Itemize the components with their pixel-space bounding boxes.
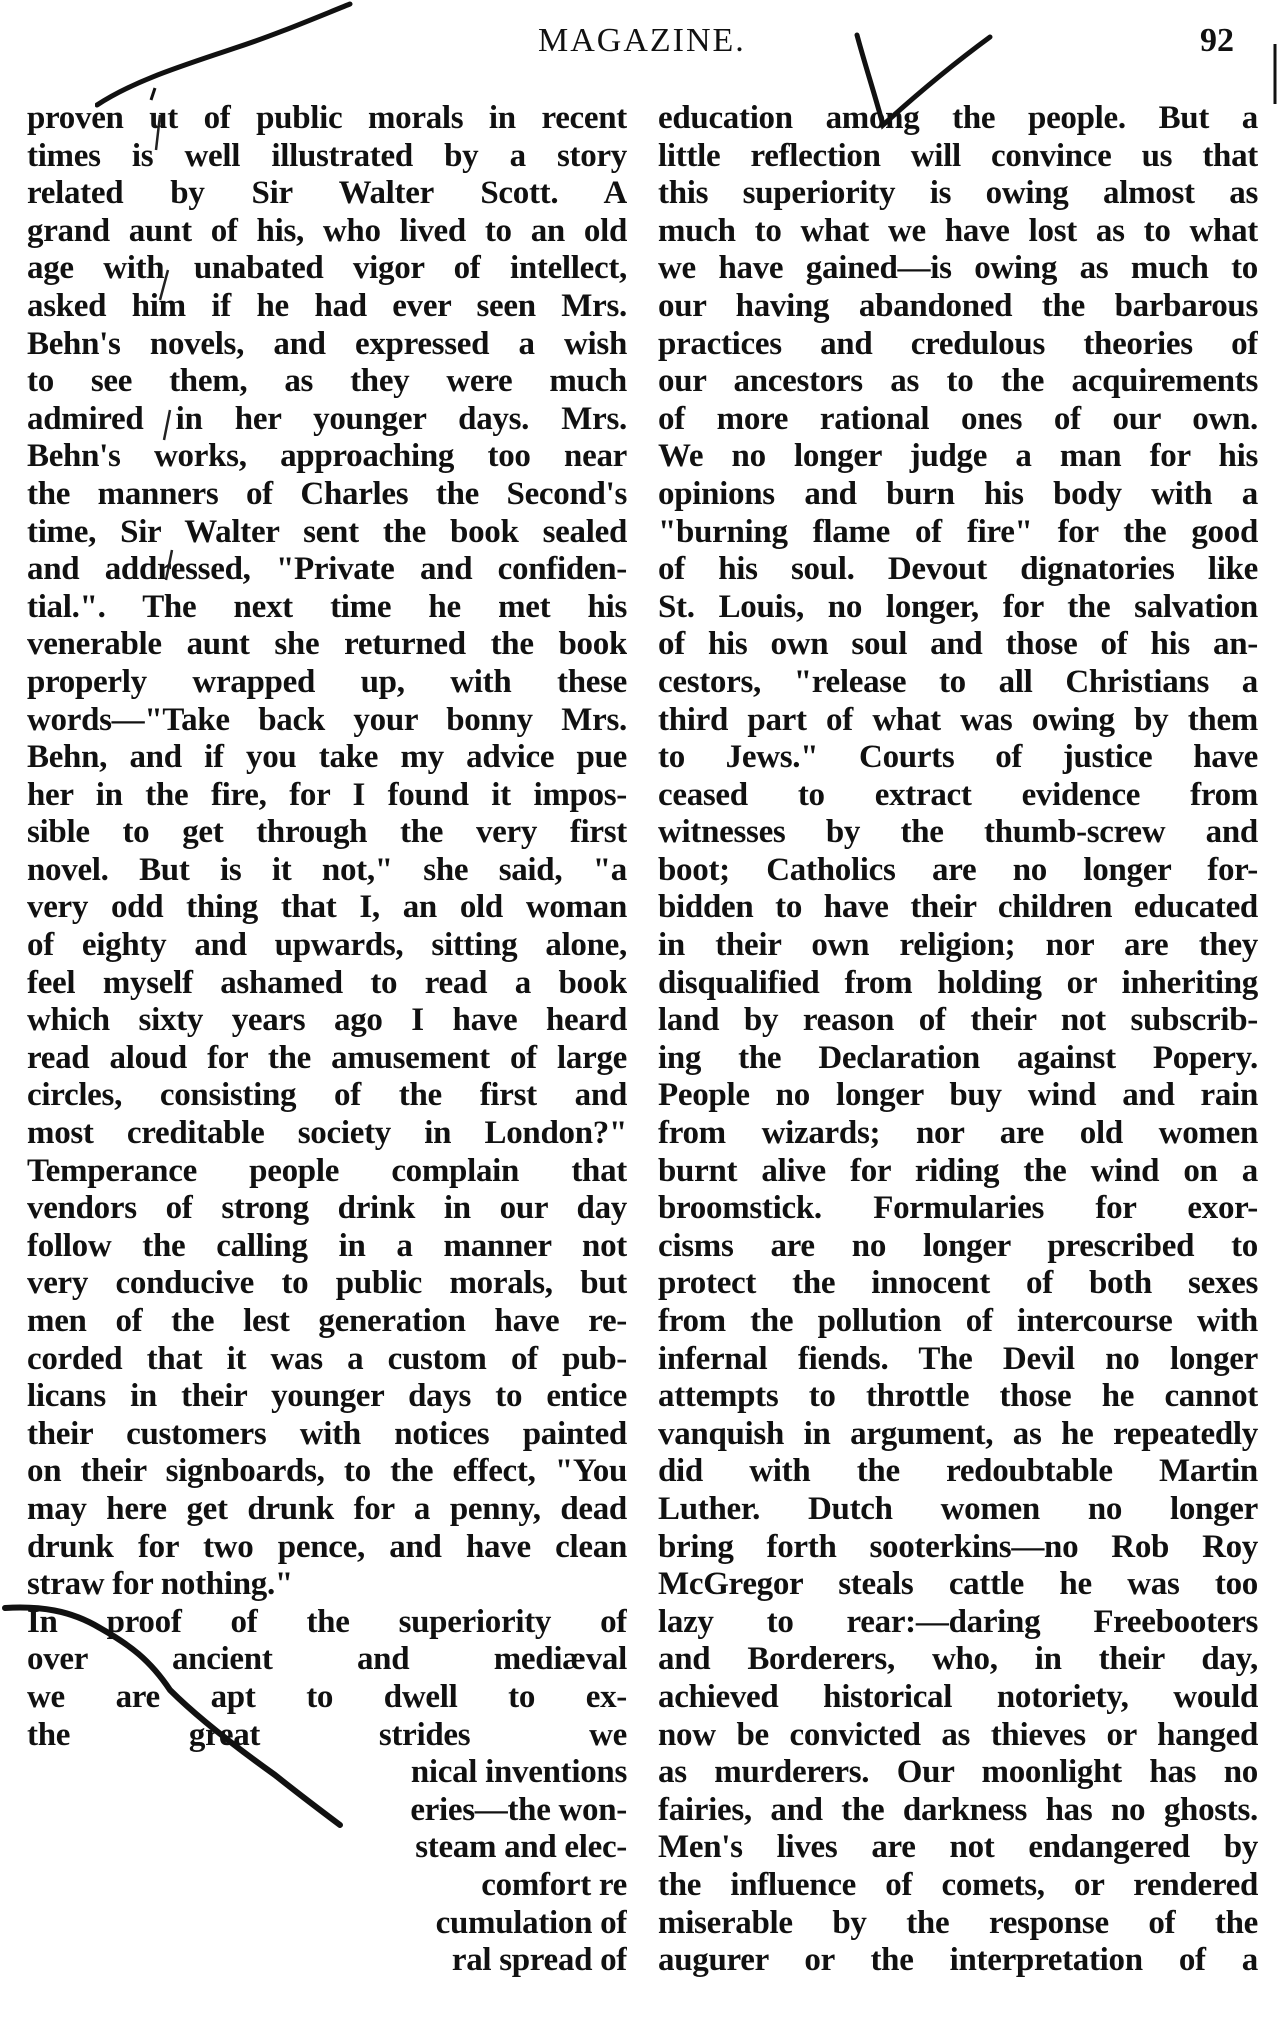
left-column-line: time, Sir Walter sent the book sealed xyxy=(27,513,627,550)
right-column-line: achieved historical notoriety, would xyxy=(658,1678,1258,1715)
right-column-line: from the pollution of intercourse with xyxy=(658,1303,1258,1339)
right-column-line: miserable by the response of the xyxy=(658,1904,1258,1941)
left-column-line: vendors of strong drink in our day xyxy=(27,1190,627,1227)
right-column-line: St. Louis, no longer, for the salvation xyxy=(658,588,1258,625)
left-column-line: venerable aunt she returned the book xyxy=(27,626,627,663)
right-column-line: bring forth sooterkins—no Rob Roy xyxy=(658,1528,1258,1565)
right-column-line: opinions and burn his body with a xyxy=(658,475,1258,512)
right-column-line: of more rational ones of our own. xyxy=(658,400,1258,437)
left-column-line: straw for nothing." xyxy=(27,1566,293,1603)
right-column-line: land by reason of their not subscrib- xyxy=(658,1002,1258,1039)
left-column-line: on their signboards, to the effect, "You xyxy=(27,1453,627,1490)
left-column-line: drunk for two pence, and have clean xyxy=(27,1528,627,1565)
right-column-line: and Borderers, who, in their day, xyxy=(658,1641,1258,1678)
right-column-line: infernal fiends. The Devil no longer xyxy=(658,1340,1258,1377)
right-column-line: attempts to throttle those he cannot xyxy=(658,1378,1258,1415)
left-column-line: which sixty years ago I have heard xyxy=(27,1002,627,1039)
left-column-line: Temperance people complain that xyxy=(27,1152,627,1189)
left-column-line: over ancient and mediæval xyxy=(27,1641,627,1678)
left-column-line: circles, consisting of the first and xyxy=(27,1077,627,1114)
right-column-line: augurer or the interpretation of a xyxy=(658,1942,1258,1979)
left-column-line: corded that it was a custom of pub- xyxy=(27,1340,627,1377)
left-column-line: we are apt to dwell to ex- xyxy=(27,1678,627,1715)
right-column-line: we have gained—is owing as much to xyxy=(658,250,1258,287)
right-column-line: now be convicted as thieves or hanged xyxy=(658,1716,1258,1753)
right-column-line: in their own religion; nor are they xyxy=(658,927,1258,964)
left-column-line: read aloud for the amusement of large xyxy=(27,1039,627,1076)
left-column-line: of eighty and upwards, sitting alone, xyxy=(27,927,627,964)
left-column-line: In proof of the superiority of xyxy=(27,1603,627,1640)
left-column-line: novel. But is it not," she said, "a xyxy=(27,851,627,888)
right-column-line: lazy to rear:—daring Freebooters xyxy=(658,1603,1258,1640)
right-column-line: boot; Catholics are no longer for- xyxy=(658,851,1258,888)
right-column-line: our having abandoned the barbarous xyxy=(658,287,1258,324)
right-column-line: vanquish in argument, as he repeatedly xyxy=(658,1415,1258,1452)
left-column-line: feel myself ashamed to read a book xyxy=(27,964,627,1001)
left-column-line: ral spread of xyxy=(451,1942,627,1979)
right-column-line: witnesses by the thumb-screw and xyxy=(658,814,1258,851)
right-column-line: Men's lives are not endangered by xyxy=(658,1829,1258,1866)
page-number: 92 xyxy=(1200,22,1234,59)
running-head-title: MAGAZINE. xyxy=(538,22,746,59)
left-column-line: cumulation of xyxy=(435,1904,627,1941)
left-text-column xyxy=(27,100,627,1980)
right-column-line: protect the innocent of both sexes xyxy=(658,1265,1258,1302)
right-column-line: third part of what was owing by them xyxy=(658,701,1258,738)
left-column-line: comfort re xyxy=(481,1866,627,1903)
left-column-line: men of the lest generation have re- xyxy=(27,1303,627,1339)
right-column-line: this superiority is owing almost as xyxy=(658,175,1258,212)
right-column-line: to Jews." Courts of justice have xyxy=(658,739,1258,776)
right-column-line: McGregor steals cattle he was too xyxy=(658,1566,1258,1603)
left-column-line: their customers with notices painted xyxy=(27,1415,627,1452)
left-column-line: may here get drunk for a penny, dead xyxy=(27,1490,627,1527)
right-column-line: cisms are no longer prescribed to xyxy=(658,1227,1258,1264)
left-column-line: sible to get through the very first xyxy=(27,814,627,851)
left-column-line: grand aunt of his, who lived to an old xyxy=(27,212,627,249)
left-column-line: properly wrapped up, with these xyxy=(27,663,627,700)
left-column-line: follow the calling in a manner not xyxy=(27,1227,627,1264)
left-column-line: very odd thing that I, an old woman xyxy=(27,889,627,926)
right-column-line: bidden to have their children educated xyxy=(658,889,1258,926)
left-column-line: very conducive to public morals, but xyxy=(27,1265,627,1302)
right-column-line: "burning flame of fire" for the good xyxy=(658,513,1258,550)
left-column-line: and addressed, "Private and confiden- xyxy=(27,551,627,588)
running-head xyxy=(0,22,1285,72)
right-column-line: broomstick. Formularies for exor- xyxy=(658,1190,1258,1227)
left-column-line: the manners of Charles the Second's xyxy=(27,475,627,512)
right-column-line: disqualified from holding or inheriting xyxy=(658,964,1258,1001)
right-column-line: practices and credulous theories of xyxy=(658,325,1258,362)
left-column-line: times is well illustrated by a story xyxy=(27,137,627,174)
left-column-line: steam and elec- xyxy=(415,1829,627,1866)
right-column-line: did with the redoubtable Martin xyxy=(658,1453,1258,1490)
right-column-line: Luther. Dutch women no longer xyxy=(658,1490,1258,1527)
left-column-line: Behn, and if you take my advice pue xyxy=(27,739,627,776)
right-column-line: from wizards; nor are old women xyxy=(658,1115,1258,1152)
left-column-line: related by Sir Walter Scott. A xyxy=(27,175,627,212)
left-column-line: to see them, as they were much xyxy=(27,363,627,400)
right-column-line: We no longer judge a man for his xyxy=(658,438,1258,475)
right-column-line: of his own soul and those of his an- xyxy=(658,626,1258,663)
right-column-line: little reflection will convince us that xyxy=(658,137,1258,174)
left-column-line: Behn's works, approaching too near xyxy=(27,438,627,475)
right-column-line: the influence of comets, or rendered xyxy=(658,1866,1258,1903)
left-column-line: words—"Take back your bonny Mrs. xyxy=(27,701,627,738)
right-column-line: cestors, "release to all Christians a xyxy=(658,663,1258,700)
right-text-column xyxy=(658,100,1258,1980)
right-column-line: burnt alive for riding the wind on a xyxy=(658,1152,1258,1189)
right-column-line: as murderers. Our moonlight has no xyxy=(658,1754,1258,1791)
left-column-line: age with unabated vigor of intellect, xyxy=(27,250,627,287)
left-column-line: admired in her younger days. Mrs. xyxy=(27,400,627,437)
left-column-line: Behn's novels, and expressed a wish xyxy=(27,325,627,362)
right-column-line: our ancestors as to the acquirements xyxy=(658,363,1258,400)
left-column-line: proven ut of public morals in recent xyxy=(27,100,627,136)
right-column-line: ceased to extract evidence from xyxy=(658,776,1258,813)
right-column-line: of his soul. Devout dignatories like xyxy=(658,551,1258,588)
right-column-line: People no longer buy wind and rain xyxy=(658,1077,1258,1114)
left-column-line: her in the fire, for I found it impos- xyxy=(27,776,627,813)
left-column-line: eries—the won- xyxy=(410,1791,627,1828)
left-column-line: the great strides we xyxy=(27,1716,627,1753)
left-column-line: nical inventions xyxy=(410,1754,627,1791)
left-column-line: asked him if he had ever seen Mrs. xyxy=(27,287,627,324)
right-column-line: much to what we have lost as to what xyxy=(658,212,1258,249)
right-column-line: fairies, and the darkness has no ghosts. xyxy=(658,1791,1258,1828)
left-column-line: tial.". The next time he met his xyxy=(27,588,627,625)
right-column-line: ing the Declaration against Popery. xyxy=(658,1039,1258,1076)
left-column-line: licans in their younger days to entice xyxy=(27,1378,627,1415)
left-column-line: most creditable society in London?" xyxy=(27,1115,627,1152)
right-column-line: education among the people. But a xyxy=(658,100,1258,136)
